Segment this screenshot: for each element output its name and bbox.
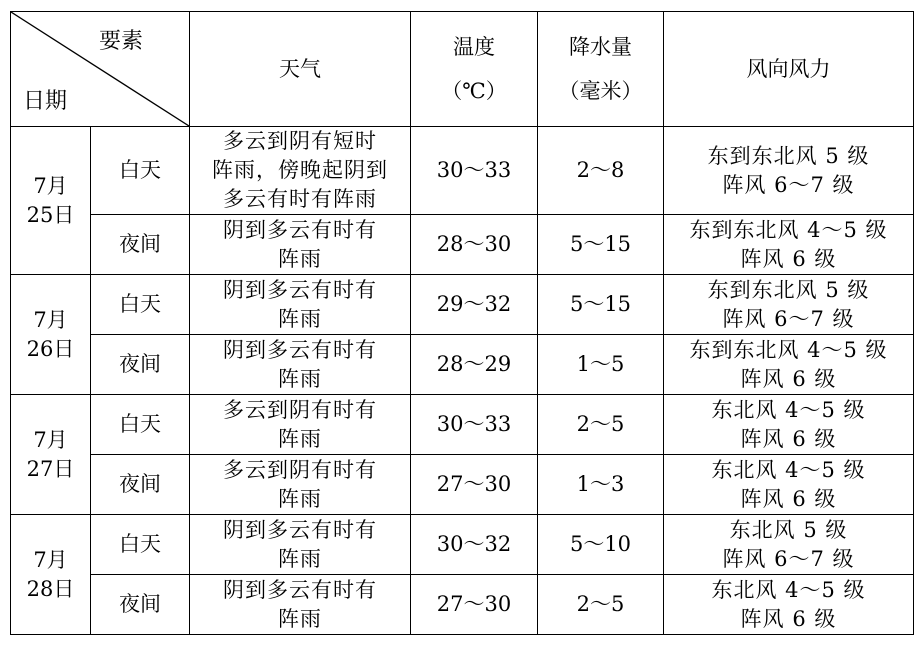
table-row (11, 515, 914, 575)
precipitation-cell: 1～3 (538, 455, 664, 515)
weather-header-label: 天气 (279, 56, 321, 81)
wind-header-label: 风向风力 (746, 56, 831, 81)
temperature-cell: 29～32 (411, 275, 538, 335)
table-row (11, 215, 914, 275)
wind-cell (664, 455, 914, 515)
table-row (11, 127, 914, 215)
precipitation-column-header (538, 12, 664, 127)
weather-line: 阵雨 (278, 366, 322, 391)
wind-line: 东北风 4～5 级 (711, 457, 866, 482)
period-cell: 夜间 (91, 215, 190, 275)
weather-line: 阵雨 (278, 486, 322, 511)
wind-cell (664, 395, 914, 455)
precipitation-cell: 5～15 (538, 275, 664, 335)
weather-cell (190, 575, 411, 635)
table-row (11, 455, 914, 515)
temperature-cell: 30～33 (411, 127, 538, 215)
temperature-cell: 28～29 (411, 335, 538, 395)
temperature-cell: 30～32 (411, 515, 538, 575)
wind-cell (664, 575, 914, 635)
table-row (11, 335, 914, 395)
date-cell (11, 127, 91, 275)
date-month: 7月 (33, 427, 68, 452)
weather-cell (190, 455, 411, 515)
weather-line: 阵雨 (278, 606, 322, 631)
date-cell (11, 515, 91, 635)
wind-line: 东北风 5 级 (729, 517, 848, 542)
weather-line: 阵雨，傍晚起阴到 (212, 158, 388, 182)
weather-line: 阵雨 (278, 546, 322, 571)
wind-line: 阵风 6～7 级 (722, 172, 855, 197)
wind-cell (664, 335, 914, 395)
weather-line: 阵雨 (278, 246, 322, 271)
date-cell (11, 275, 91, 395)
wind-line: 阵风 6 级 (740, 366, 837, 391)
wind-line: 东到东北风 4～5 级 (689, 217, 888, 242)
precipitation-cell: 5～15 (538, 215, 664, 275)
date-day: 27日 (26, 456, 75, 481)
corner-header-cell (11, 12, 190, 127)
weather-forecast-table (10, 11, 914, 635)
weather-cell (190, 275, 411, 335)
date-day: 26日 (26, 336, 75, 361)
temperature-cell: 30～33 (411, 395, 538, 455)
temperature-column-header (411, 12, 538, 127)
weather-line: 阵雨 (278, 306, 322, 331)
weather-line: 多云到阴有时有 (223, 457, 377, 482)
period-cell: 白天 (91, 275, 190, 335)
weather-cell (190, 395, 411, 455)
table-row (11, 275, 914, 335)
weather-column-header (190, 12, 411, 127)
wind-line: 阵风 6 级 (740, 246, 837, 271)
precipitation-cell: 5～10 (538, 515, 664, 575)
table-row (11, 575, 914, 635)
wind-cell (664, 215, 914, 275)
wind-line: 阵风 6 级 (740, 606, 837, 631)
wind-line: 东北风 4～5 级 (711, 577, 866, 602)
wind-line: 东到东北风 5 级 (707, 277, 870, 302)
weather-line: 阴到多云有时有 (223, 337, 377, 362)
temperature-cell: 28～30 (411, 215, 538, 275)
date-day: 25日 (26, 202, 75, 227)
date-day: 28日 (26, 576, 75, 601)
date-month: 7月 (33, 547, 68, 572)
wind-line: 阵风 6 级 (740, 486, 837, 511)
weather-line: 阴到多云有时有 (223, 517, 377, 542)
precipitation-cell: 2～5 (538, 575, 664, 635)
date-month: 7月 (33, 307, 68, 332)
weather-cell (190, 515, 411, 575)
weather-cell (190, 335, 411, 395)
precipitation-header-label: 降水量 (569, 35, 632, 59)
wind-cell (664, 127, 914, 215)
weather-line: 阴到多云有时有 (223, 277, 377, 302)
temperature-header-label: 温度 (453, 35, 495, 59)
period-cell: 白天 (91, 515, 190, 575)
corner-date-label: 日期 (23, 89, 68, 114)
wind-line: 阵风 6～7 级 (722, 546, 855, 571)
weather-line: 阴到多云有时有 (223, 217, 377, 242)
weather-line: 阵雨 (278, 426, 322, 451)
precipitation-header-unit: （毫米） (558, 79, 643, 103)
wind-cell (664, 275, 914, 335)
table-row (11, 395, 914, 455)
wind-line: 阵风 6～7 级 (722, 306, 855, 331)
weather-line: 多云到阴有时有 (223, 397, 377, 422)
wind-cell (664, 515, 914, 575)
weather-line: 阴到多云有时有 (223, 577, 377, 602)
wind-column-header (664, 12, 914, 127)
date-month: 7月 (33, 173, 68, 198)
period-cell: 夜间 (91, 575, 190, 635)
wind-line: 东北风 4～5 级 (711, 397, 866, 422)
weather-cell (190, 127, 411, 215)
corner-element-label: 要素 (98, 29, 143, 54)
temperature-cell: 27～30 (411, 575, 538, 635)
temperature-cell: 27～30 (411, 455, 538, 515)
temperature-header-unit: （℃） (441, 79, 507, 103)
precipitation-cell: 1～5 (538, 335, 664, 395)
weather-cell (190, 215, 411, 275)
period-cell: 夜间 (91, 455, 190, 515)
wind-line: 东到东北风 5 级 (707, 143, 870, 168)
wind-line: 东到东北风 4～5 级 (689, 337, 888, 362)
period-cell: 白天 (91, 127, 190, 215)
date-cell (11, 395, 91, 515)
precipitation-cell: 2～5 (538, 395, 664, 455)
wind-line: 阵风 6 级 (740, 426, 837, 451)
period-cell: 白天 (91, 395, 190, 455)
weather-line: 多云到阴有短时 (223, 129, 377, 153)
weather-line: 多云有时有阵雨 (223, 187, 377, 211)
table-header-row (11, 12, 914, 127)
period-cell: 夜间 (91, 335, 190, 395)
precipitation-cell: 2～8 (538, 127, 664, 215)
